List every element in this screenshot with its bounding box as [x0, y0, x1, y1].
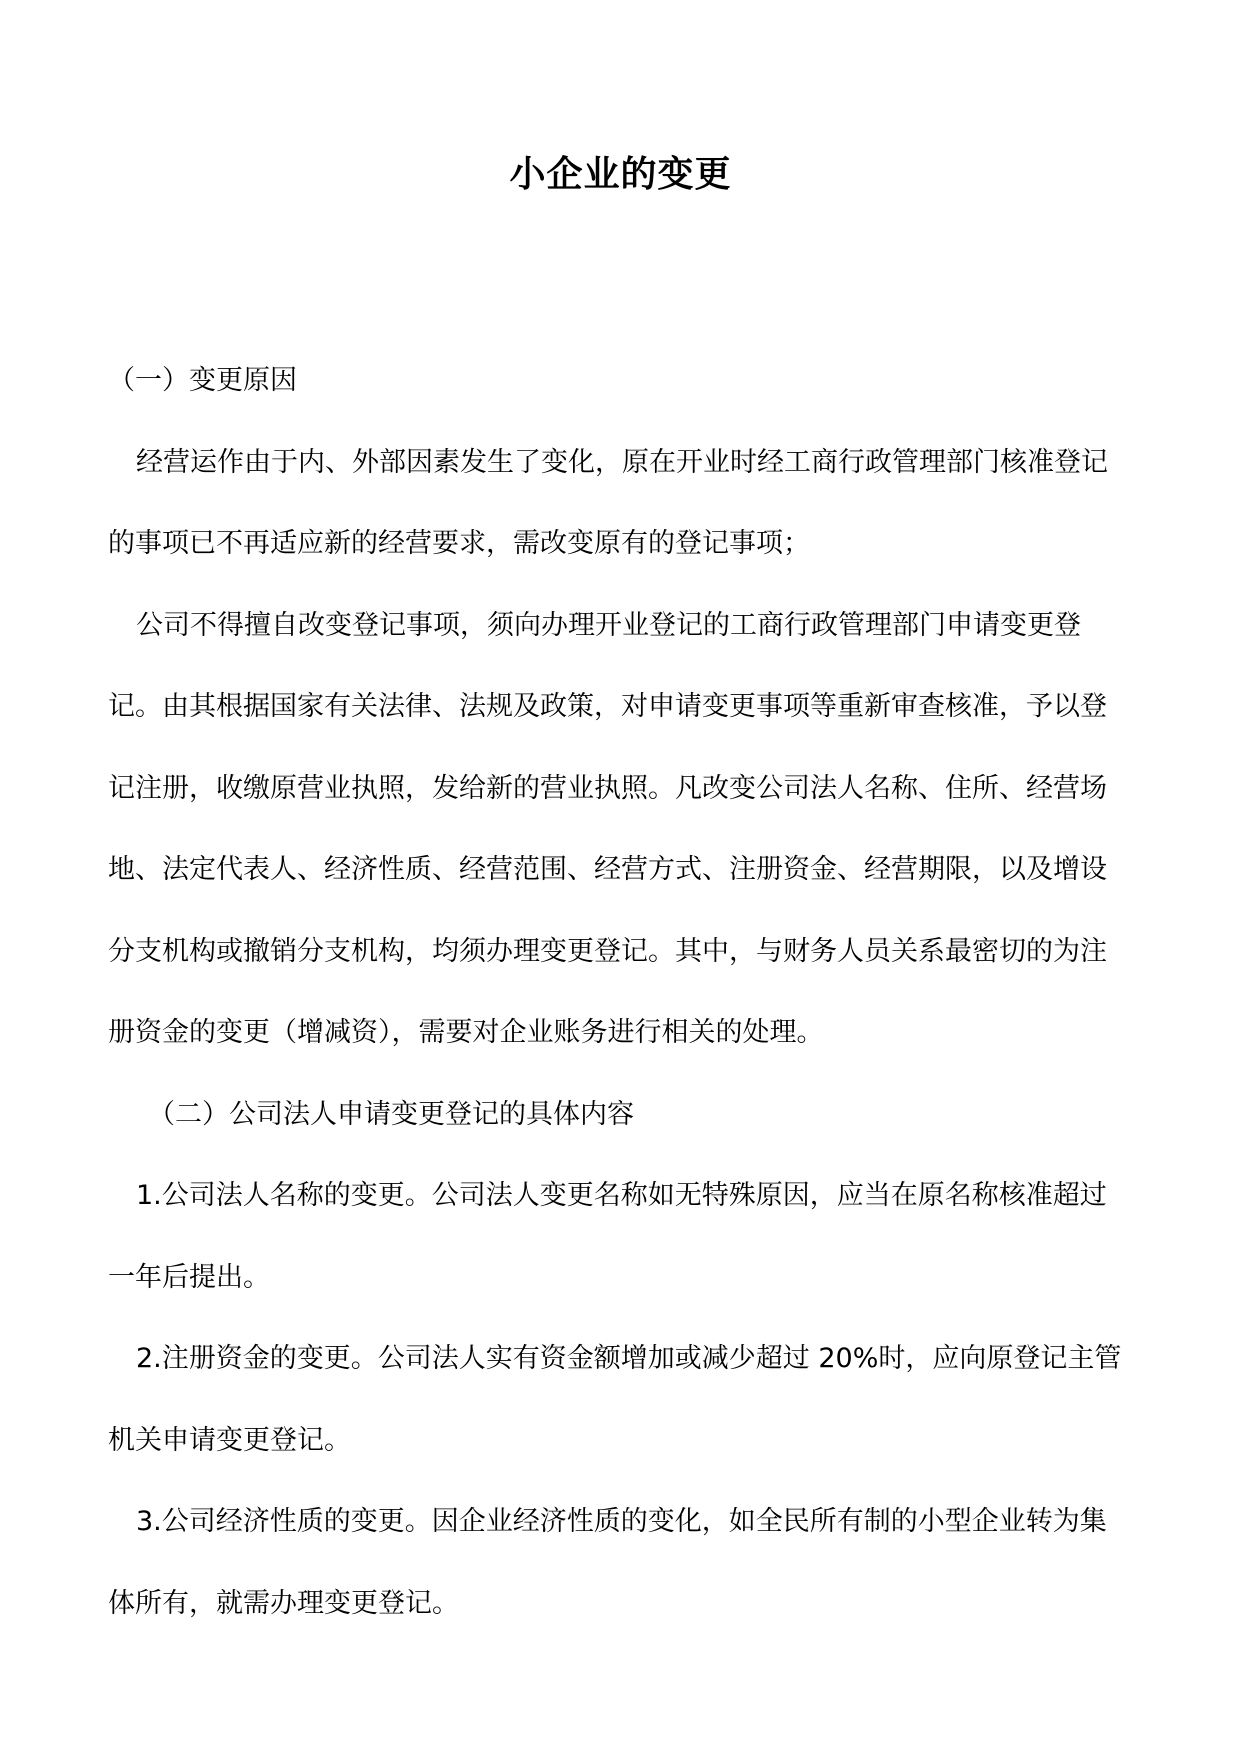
paragraph-capital-change: 2.注册资金的变更。公司法人实有资金额增加或减少超过 20%时，应向原登记主管机关申请变更登记。: [108, 1343, 1122, 1456]
paragraph-registration-rules: 公司不得擅自改变登记事项，须向办理开业登记的工商行政管理部门申请变更登记。由其根据国家有关法律、法规及政策，对申请变更事项等重新审查核准，予以登记注册，收缴原营业执照，发给新的营业执照。凡改变公司法人名称、住所、经营场地、法定代表人、经济性质、经营范围、经营方式、注册资金、经营期限，以及增设分支机构或撤销分支机构，均须办理变更登记。其中，与财务人员关系最密切的为注册资金的变更（增减资），需要对企业账务进行相关的处理。: [108, 609, 1107, 1048]
section-heading-contents: （二）公司法人申请变更登记的具体内容: [148, 1098, 634, 1130]
section-heading-reasons: （一）变更原因: [108, 365, 297, 396]
paragraph-name-change: 1.公司法人名称的变更。公司法人变更名称如无特殊原因，应当在原名称核准超过一年后提出。: [108, 1180, 1107, 1293]
document-body: [108, 340, 1133, 1644]
paragraph-nature-change: 3.公司经济性质的变更。因企业经济性质的变化，如全民所有制的小型企业转为集体所有，就需办理变更登记。: [108, 1506, 1107, 1619]
document-title: 小企业的变更: [509, 153, 732, 195]
paragraph-change-reason: 经营运作由于内、外部因素发生了变化，原在开业时经工商行政管理部门核准登记的事项已不再适应新的经营要求，需改变原有的登记事项；: [108, 446, 1108, 559]
